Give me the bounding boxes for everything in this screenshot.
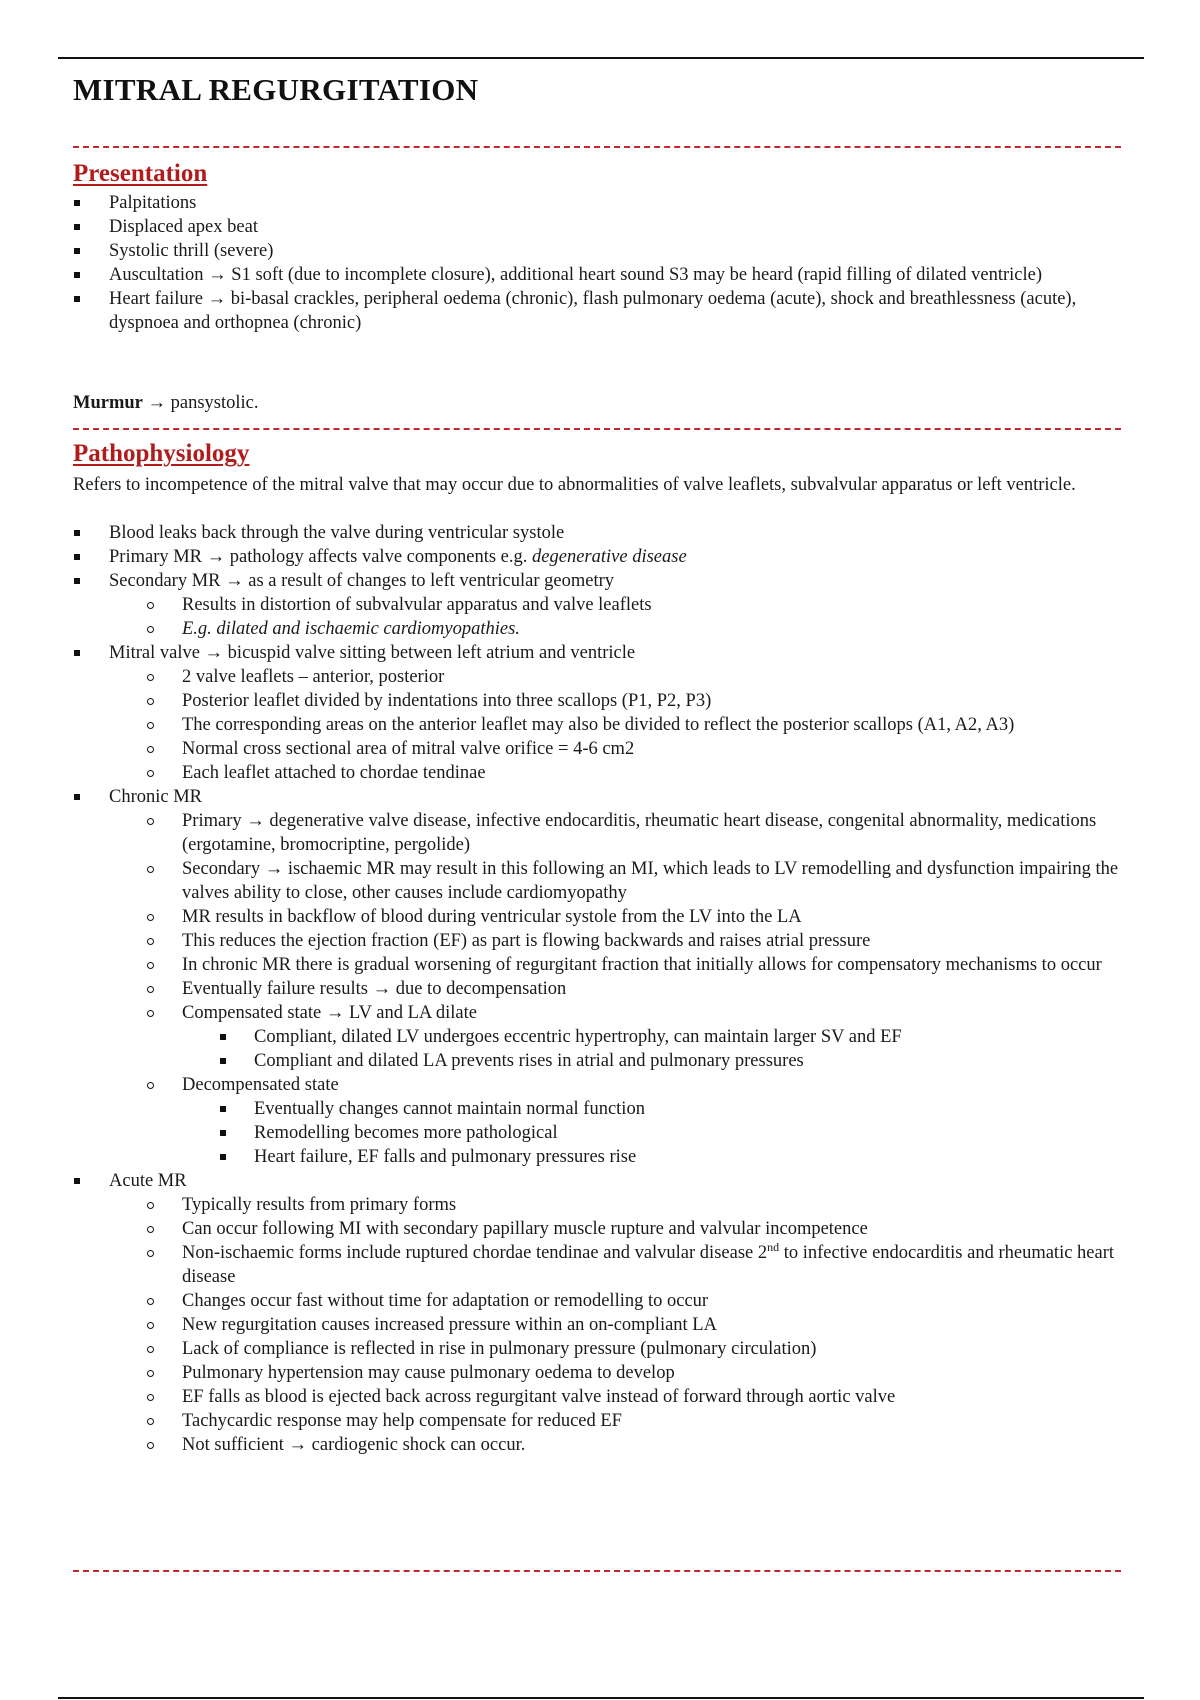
sub-list-item: Secondary → ischaemic MR may result in this following an MI, which leads to LV remodelling and dysfunction impairing the valves ability to close, other causes include cardiomyopathy — [73, 857, 1123, 905]
page-title: MITRAL REGURGITATION — [73, 72, 479, 107]
murmur-text: → pansystolic. — [142, 393, 259, 413]
list-item: Mitral valve → bicuspid valve sitting between left atrium and ventricle — [73, 641, 1123, 665]
sub-list-item: Changes occur fast without time for adaptation or remodelling to occur — [73, 1289, 1123, 1313]
sub-list-item: The corresponding areas on the anterior leaflet may also be divided to reflect the posterior scallops (A1, A2, A3) — [73, 713, 1123, 737]
list-item: Systolic thrill (severe) — [73, 239, 1123, 263]
sub-list-item: New regurgitation causes increased pressure within an on-compliant LA — [73, 1313, 1123, 1337]
sub-list-item: 2 valve leaflets – anterior, posterior — [73, 665, 1123, 689]
section-divider — [73, 146, 1121, 148]
list-item: Auscultation → S1 soft (due to incomplete closure), additional heart sound S3 may be heard (rapid filling of dilated ventricle) — [73, 263, 1123, 287]
sub-list-item: Decompensated state — [73, 1073, 1123, 1097]
list-item — [73, 545, 1123, 569]
list-item-text: Primary MR → pathology affects valve components e.g. — [109, 547, 533, 567]
sub-list-item: Lack of compliance is reflected in rise in pulmonary pressure (pulmonary circulation) — [73, 1337, 1123, 1361]
list-item: Acute MR — [73, 1169, 1123, 1193]
murmur-line — [73, 391, 1123, 415]
sub-list-item: Eventually failure results → due to decompensation — [73, 977, 1123, 1001]
sub-list-item: Results in distortion of subvalvular apparatus and valve leaflets — [73, 593, 1123, 617]
sub-sub-list-item: Compliant and dilated LA prevents rises in atrial and pulmonary pressures — [73, 1049, 1123, 1073]
sub-list-item: EF falls as blood is ejected back across regurgitant valve instead of forward through aortic valve — [73, 1385, 1123, 1409]
list-item-text: to infective endocarditis and rheumatic heart disease — [182, 1243, 1115, 1287]
sub-list-item: Typically results from primary forms — [73, 1193, 1123, 1217]
sub-list-item: Posterior leaflet divided by indentations into three scallops (P1, P2, P3) — [73, 689, 1123, 713]
sub-list-item: Compensated state → LV and LA dilate — [73, 1001, 1123, 1025]
sub-sub-list-item: Compliant, dilated LV undergoes eccentric hypertrophy, can maintain larger SV and EF — [73, 1025, 1123, 1049]
sub-list-item: Primary → degenerative valve disease, infective endocarditis, rheumatic heart disease, congenital abnormality, medications (ergotamine, bromocriptine, pergolide) — [73, 809, 1123, 857]
sub-sub-list-item: Remodelling becomes more pathological — [73, 1121, 1123, 1145]
list-item: Secondary MR → as a result of changes to left ventricular geometry — [73, 569, 1123, 593]
sub-list-item: MR results in backflow of blood during ventricular systole from the LV into the LA — [73, 905, 1123, 929]
italic-text: degenerative disease — [532, 547, 687, 567]
sub-list-item: Not sufficient → cardiogenic shock can occur. — [73, 1433, 1123, 1457]
top-rule — [58, 57, 1144, 59]
pathophysiology-intro: Refers to incompetence of the mitral valve that may occur due to abnormalities of valve leaflets, subvalvular apparatus or left ventricle. — [73, 475, 1076, 495]
sub-list-item: E.g. dilated and ischaemic cardiomyopathies. — [73, 617, 1123, 641]
list-item: Palpitations — [73, 191, 1123, 215]
section-divider — [73, 428, 1121, 430]
presentation-list — [73, 191, 1123, 335]
section-divider — [73, 1570, 1121, 1572]
sub-list-item: In chronic MR there is gradual worsening of regurgitant fraction that initially allows for compensatory mechanisms to occur — [73, 953, 1123, 977]
list-item: Displaced apex beat — [73, 215, 1123, 239]
murmur-label: Murmur — [73, 393, 143, 413]
pathophysiology-heading: Pathophysiology — [73, 440, 250, 467]
bottom-rule — [58, 1697, 1144, 1699]
sub-list-item — [73, 1241, 1123, 1289]
presentation-heading: Presentation — [73, 160, 208, 187]
sub-list-item: Normal cross sectional area of mitral valve orifice = 4-6 cm2 — [73, 737, 1123, 761]
list-item: Heart failure → bi-basal crackles, peripheral oedema (chronic), flash pulmonary oedema (acute), shock and breathlessness (acute), dyspnoea and orthopnea (chronic) — [73, 287, 1123, 335]
sub-sub-list-item: Heart failure, EF falls and pulmonary pressures rise — [73, 1145, 1123, 1169]
sub-list-item: Tachycardic response may help compensate for reduced EF — [73, 1409, 1123, 1433]
sub-list-item: Can occur following MI with secondary papillary muscle rupture and valvular incompetence — [73, 1217, 1123, 1241]
sub-sub-list-item: Eventually changes cannot maintain normal function — [73, 1097, 1123, 1121]
list-item: Blood leaks back through the valve during ventricular systole — [73, 521, 1123, 545]
list-item: Chronic MR — [73, 785, 1123, 809]
sub-list-item: Each leaflet attached to chordae tendinae — [73, 761, 1123, 785]
sub-list-item: This reduces the ejection fraction (EF) as part is flowing backwards and raises atrial pressure — [73, 929, 1123, 953]
list-item-text: Non-ischaemic forms include ruptured chordae tendinae and valvular disease 2 — [182, 1243, 768, 1263]
superscript: nd — [767, 1239, 780, 1254]
pathophysiology-list — [73, 521, 1123, 1457]
sub-list-item: Pulmonary hypertension may cause pulmonary oedema to develop — [73, 1361, 1123, 1385]
